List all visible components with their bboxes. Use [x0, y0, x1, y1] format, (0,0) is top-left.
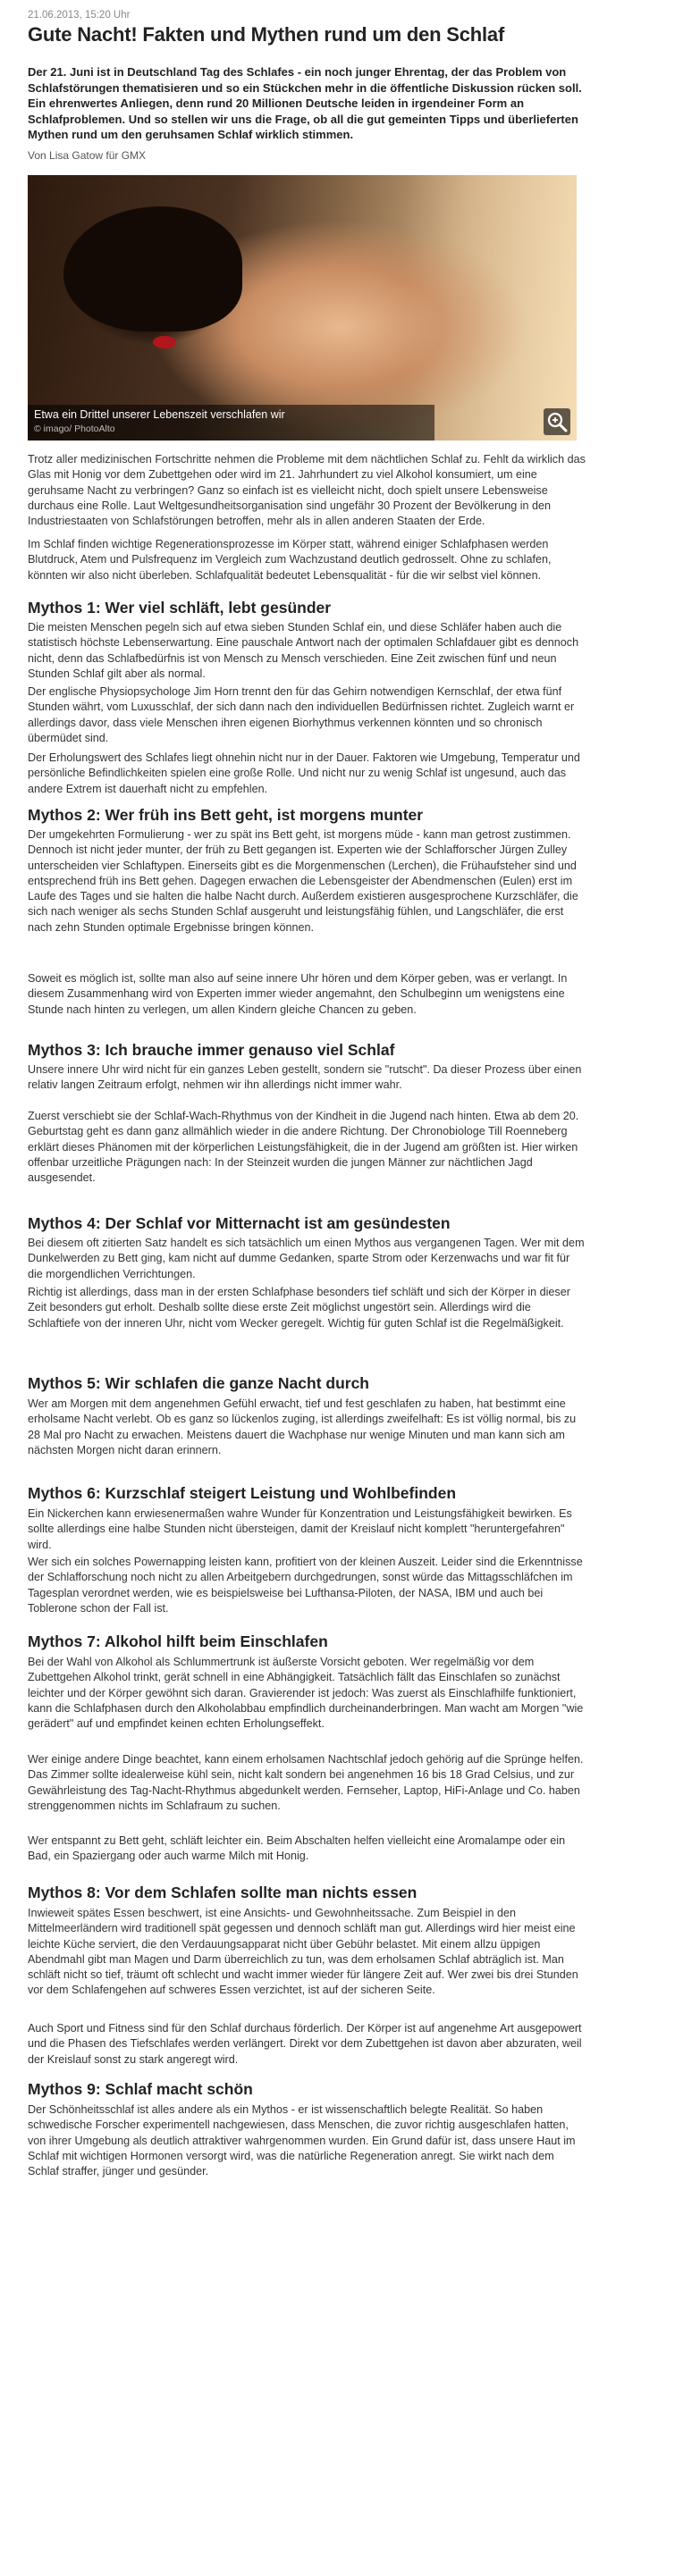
section-paragraph: Wer entspannt zu Bett geht, schläft leichter ein. Beim Abschalten helfen vielleicht eine Aromalampe oder ein Bad, ein Spaziergang oder auch warme Milch mit Honig.	[28, 1834, 566, 1863]
hero-image[interactable]	[28, 175, 577, 441]
section-paragraph: Wer am Morgen mit dem angenehmen Gefühl erwacht, tief und fest geschlafen zu haben, hat bestimmt eine erholsame Nacht verlebt. Ob es ganz so lückenlos zuging, ist allerdings zweifelhaft: Es ist völlig normal, bis zu 28 Mal pro Nacht zu erwachen. Meistens dauert die Wachphase nur wenige Minuten und man kann sich am nächsten Morgen nicht daran erinnern.	[28, 1397, 577, 1456]
section-paragraph: Inwieweit spätes Essen beschwert, ist eine Ansichts- und Gewohnheitssache. Zum Beispiel in den Mittelmeerländern wird traditionell spät gegessen und dennoch schläft man gut. Allerdings wird hier meist eine leichte Küche serviert, die den Verdauungsapparat nicht über Gebühr belastet. Mit einem allzu üppigen Abendmahl gibt man Magen und Darm überreichlich zu tun, was dem erholsamen Schlaf abträglich ist. Man schläft nicht so tief, träumt oft schlecht und wacht immer wieder für längere Zeit auf. Wer zwei bis drei Stunden vor dem Schlafengehen auf schweres Essen verzichtet, ist auf der sicheren Seite.	[28, 1907, 578, 1997]
section-heading: Mythos 7: Alkohol hilft beim Einschlafen	[28, 1632, 328, 1650]
section-paragraph: Der englische Physiopsychologe Jim Horn trennt den für das Gehirn notwendigen Kernschlaf, der etwa fünf Stunden währt, vom Luxusschlaf, der sich dann nach den individuellen Bedürfnissen richtet. Zugleich warnt er allerdings davor, dass viele Menschen ihren eigenen Biorhythmus verkennen könnten und so chronisch übermüdet sind.	[28, 685, 575, 744]
section-paragraph: Zuerst verschiebt sie der Schlaf-Wach-Rhythmus von der Kindheit in die Jugend nach hinten. Etwa ab dem 20. Geburtstag geht es dann ganz allmählich wieder in die andere Richtung. Der Chronobiologe Till Roenneberg erklärt dieses Phänomen mit der körperlichen Leistungsfähigkeit, die in der Jugend am größten ist. Hier wirken offenbar urzeitliche Prägungen nach: In der Steinzeit wurden die jungen Männer zur nächtlichen Jagd ausgesendet.	[28, 1110, 579, 1185]
section-paragraph: Der Schönheitsschlaf ist alles andere als ein Mythos - er ist wissenschaftlich belegte Realität. So haben schwedische Forscher experimentell nachgewiesen, dass Menschen, die zuvor richtig ausgeschlafen hatten, von ihrer Umgebung als deutlich attraktiver wahrgenommen wurden. Ein Grund dafür ist, dass unsere Haut im Schlaf mit wichtigen Hormonen versorgt wird, was die natürliche Regeneration anregt. Sie wirkt nach dem Schlaf straffer, jünger und gesünder.	[28, 2103, 576, 2178]
intro-paragraph: Im Schlaf finden wichtige Regenerationsprozesse im Körper statt, während einiger Schlafphasen werden Blutdruck, Atem und Pulsfrequenz im Vergleich zum Wachzustand deutlich gedrosselt. Ohne zu schlafen, könnten wir also nicht überleben. Schlafqualität bedeutet Lebensqualität - für die wir selbst viel können.	[28, 538, 552, 582]
section-paragraph: Der umgekehrten Formulierung - wer zu spät ins Bett geht, ist morgens müde - kann man getrost zustimmen. Dennoch ist nicht jeder munter, der früh zu Bett gegangen ist. Experten wie der Schlafforscher Jürgen Zulley unterscheiden vier Schlaftypen. Einerseits gibt es die Morgenmenschen (Lerchen), die Frühaufsteher sind und entsprechend früh ins Bett gehen. Dagegen erwachen die Lebensgeister der Abendmenschen (Eulen) erst im Laufe des Tages und sie halten die halbe Nacht durch. Außerdem existieren ausgesprochene Kurzschläfer, die sich nach weniger als sechs Stunden Schlaf ausgeruht und leistungsfähig fühlen, und Langschläfer, die erst nach zehn Stunden optimale Ergebnisse bringen können.	[28, 828, 578, 934]
section-heading: Mythos 9: Schlaf macht schön	[28, 2080, 253, 2098]
intro-paragraph: Trotz aller medizinischen Fortschritte nehmen die Probleme mit dem nächtlichen Schlaf zu. Fehlt da wirklich das Glas mit Honig vor dem Zubettgehen oder wird im 21. Jahrhundert zu viel Alkohol konsumiert, um eine geruhsame Nacht zu verbringen? Ganz so einfach ist es vielleicht nicht, doch spielt unsere Lebensweise durchaus eine Rolle. Laut Weltgesundheitsorganisation sind ungefähr 30 Prozent der Bevölkerung in den Industriestaaten von Schlafstörungen betroffen, mehr als in allen anderen Staaten der Erde.	[28, 453, 586, 528]
hero-photo-light	[403, 175, 577, 441]
magnifier-plus-icon	[544, 408, 570, 435]
section-heading: Mythos 3: Ich brauche immer genauso viel Schlaf	[28, 1041, 395, 1059]
article-teaser: Der 21. Juni ist in Deutschland Tag des Schlafes - ein noch junger Ehrentag, der das Problem von Schlafstörungen thematisieren und so ein Stückchen mehr in die öffentliche Diskussion rücken soll. Ein ehrenwertes Anliegen, denn rund 20 Millionen Deutsche leiden in irgendeiner Form an Schlafproblemen. Und so stellen wir uns die Frage, ob all die gut gemeinten Tipps und überlieferten Mythen rund um den geruhsamen Schlaf wirklich stimmen.	[28, 65, 582, 142]
section-paragraph: Die meisten Menschen pegeln sich auf etwa sieben Stunden Schlaf ein, und diese Schläfer haben auch die statistisch höchste Lebenserwartung. Eine pauschale Antwort nach der optimalen Schlafdauer gibt es dennoch nicht, denn das Schlafbedürfnis ist von Mensch zu Mensch verschieden. Eine Zeit zwischen fünf und neun Stunden Schlaf gilt aber als normal.	[28, 621, 579, 680]
image-caption: Etwa ein Drittel unserer Lebenszeit verschlafen wir	[34, 408, 285, 421]
section-paragraph: Auch Sport und Fitness sind für den Schlaf durchaus förderlich. Der Körper ist auf angenehme Art ausgepowert und die Phasen des Tiefschlafes werden verlängert. Direkt vor dem Zubettgehen ist davon aber abzuraten, weil der Kreislauf sonst zu stark angeregt wird.	[28, 2022, 582, 2066]
section-paragraph: Soweit es möglich ist, sollte man also auf seine innere Uhr hören und dem Körper geben, was er verlangt. In diesem Zusammenhang wird von Experten immer wieder angemahnt, den Schulbeginn um wenigstens eine Stunde nach hinten zu verlegen, um allen Kindern gleiche Chancen zu geben.	[28, 972, 568, 1016]
article-title: Gute Nacht! Fakten und Mythen rund um den Schlaf	[28, 23, 505, 46]
image-credit: © imago/ PhotoAlto	[34, 424, 115, 434]
section-paragraph: Unsere innere Uhr wird nicht für ein ganzes Leben gestellt, sondern sie "rutscht". Da dieser Prozess über einen relativ langen Zeitraum erfolgt, nehmen wir ihn allerdings nicht immer wahr.	[28, 1063, 582, 1092]
section-heading: Mythos 1: Wer viel schläft, lebt gesünder	[28, 599, 332, 617]
zoom-button[interactable]	[544, 408, 570, 435]
section-paragraph: Wer einige andere Dinge beachtet, kann einem erholsamen Nachtschlaf jedoch gehörig auf die Sprünge helfen. Das Zimmer sollte idealerweise kühl sein, nicht kalt sondern bei angenehmen 16 bis 18 Grad Celsius, und zur Gewährleistung des Tag-Nacht-Rhythmus abgedunkelt werden. Fernseher, Laptop, HiFi-Anlage und Co. haben strenggenommen nichts im Schlafraum zu suchen.	[28, 1753, 584, 1812]
section-paragraph: Der Erholungswert des Schlafes liegt ohnehin nicht nur in der Dauer. Faktoren wie Umgebung, Temperatur und persönliche Befindlichkeiten spielen eine große Rolle. Und nicht nur zu wenig Schlaf ist ungesund, auch das andere Extrem ist dauerhaft nicht zu empfehlen.	[28, 751, 580, 795]
section-paragraph: Bei der Wahl von Alkohol als Schlummertrunk ist äußerste Vorsicht geboten. Wer regelmäßig vor dem Zubettgehen Alkohol trinkt, gerät schnell in eine Abhängigkeit. Tatsächlich fällt das Einschlafen so zunächst leichter und der Körper gewöhnt sich daran. Gravierender ist jedoch: Was zuerst als Einschlafhilfe funktioniert, kann die Schlafphasen durch den Alkoholabbau empfindlich durcheinanderbringen. Man wacht am Morgen "wie gerädert" auf und empfindet keinen echten Erholungseffekt.	[28, 1656, 584, 1731]
section-heading: Mythos 5: Wir schlafen die ganze Nacht durch	[28, 1374, 369, 1392]
section-heading: Mythos 8: Vor dem Schlafen sollte man nichts essen	[28, 1884, 417, 1901]
publish-date: 21.06.2013, 15:20 Uhr	[28, 10, 131, 21]
section-paragraph: Ein Nickerchen kann erwiesenermaßen wahre Wunder für Konzentration und Leistungsfähigkeit bewirken. Es sollte allerdings eine halbe Stunden nicht übersteigen, damit der Kreislauf nicht komplett "heruntergefahren" wird.	[28, 1507, 572, 1551]
section-paragraph: Richtig ist allerdings, dass man in der ersten Schlafphase besonders tief schläft und sich der Körper in dieser Zeit besonders gut erholt. Deshalb sollte diese erste Zeit möglichst ungestört sein. Allerdings wird die Schlaftiefe von der inneren Uhr, nicht vom Wecker geregelt. Wichtig für guten Schlaf ist die Regelmäßigkeit.	[28, 1286, 570, 1330]
hero-photo-hair	[63, 206, 242, 331]
hero-photo-lips	[153, 336, 176, 348]
section-heading: Mythos 6: Kurzschlaf steigert Leistung und Wohlbefinden	[28, 1484, 457, 1502]
section-heading: Mythos 4: Der Schlaf vor Mitternacht ist am gesündesten	[28, 1214, 451, 1232]
section-heading: Mythos 2: Wer früh ins Bett geht, ist morgens munter	[28, 806, 424, 824]
article-author: Von Lisa Gatow für GMX	[28, 149, 147, 162]
section-paragraph: Bei diesem oft zitierten Satz handelt es sich tatsächlich um einen Mythos aus vergangenen Tagen. Wer mit dem Dunkelwerden zu Bett ging, kam nicht auf dumme Gedanken, sparte Strom oder Kerzenwachs und war fit für die morgendlichen Verrichtungen.	[28, 1237, 585, 1280]
section-paragraph: Wer sich ein solches Powernapping leisten kann, profitiert von der kleinen Auszeit. Leider sind die Erkenntnisse der Schlafforschung noch nicht zu allen Arbeitgebern durchgedrungen, sonst würde das Mittagsschläfchen im Tagesplan verordnet werden, wie es beispielsweise bei Lufthansa-Piloten, der NASA, IBM und auch bei Toblerone schon der Fall ist.	[28, 1556, 583, 1615]
